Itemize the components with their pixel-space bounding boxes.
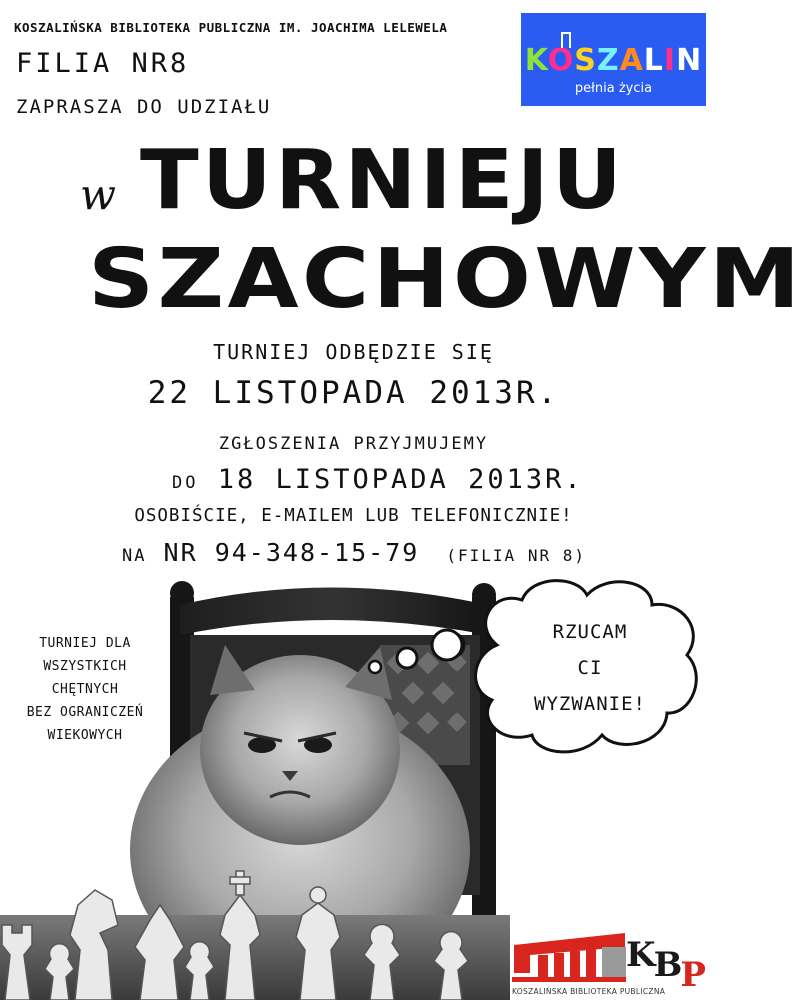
kbp-letter: B — [653, 945, 681, 985]
phone-number: NR 94-348-15-79 — [163, 538, 420, 567]
thought-dots — [355, 625, 465, 675]
side-note — [0, 632, 170, 747]
library-logo-caption: KOSZALIŃSKA BIBLIOTEKA PUBLICZNA — [512, 987, 666, 996]
registration-intro: ZGŁOSZENIA PRZYJMUJEMY — [218, 434, 489, 454]
event-date: 22 LISTOPADA 2013R. — [147, 375, 560, 411]
logo-letter: K — [524, 43, 548, 78]
kbp-letters — [626, 935, 704, 995]
logo-letter: S — [574, 43, 597, 78]
bubble-line: CI — [577, 657, 603, 679]
logo-letter: L — [643, 43, 664, 78]
bubble-line: RZUCAM — [552, 621, 628, 643]
kbp-letter: P — [680, 955, 704, 995]
side-note-line: CHĘTNYCH — [51, 682, 119, 697]
logo-letter: A — [619, 43, 644, 78]
koszalin-logo — [521, 13, 706, 106]
logo-letter: O — [547, 43, 575, 78]
logo-letter: I — [663, 43, 677, 78]
organization-header: KOSZALIŃSKA BIBLIOTEKA PUBLICZNA IM. JOACHIMA LELEWELA — [14, 20, 448, 35]
phone-line — [122, 538, 586, 567]
phone-prefix: NA — [122, 546, 147, 566]
title-line-1: TURNIEJU — [140, 133, 626, 228]
koszalin-wordmark — [521, 43, 706, 78]
bubble-line: WYZWANIE! — [534, 693, 646, 715]
bubble-text — [490, 614, 690, 722]
deadline-date: 18 LISTOPADA 2013R. — [217, 464, 584, 495]
registration-deadline — [172, 464, 584, 495]
library-building-icon — [512, 933, 626, 982]
title-prefix: w — [80, 170, 116, 219]
logo-letter: Z — [596, 43, 620, 78]
logo-tagline: pełnia życia — [574, 81, 653, 96]
phone-note: (FILIA NR 8) — [446, 546, 586, 565]
tower-icon — [561, 32, 571, 48]
logo-letter: N — [676, 43, 703, 78]
side-note-line: TURNIEJ DLA — [39, 636, 131, 651]
kbp-letter: K — [626, 935, 654, 975]
deadline-prefix: DO — [172, 473, 199, 493]
invite-text: ZAPRASZA DO UDZIAŁU — [16, 96, 272, 118]
title-line-2: SZACHOWYM — [88, 232, 804, 327]
side-note-line: WSZYSTKICH — [43, 659, 127, 674]
branch-name: FILIA NR8 — [16, 48, 190, 79]
side-note-line: BEZ OGRANICZEŃ — [26, 705, 144, 720]
registration-methods: OSOBIŚCIE, E-MAILEM LUB TELEFONICZNIE! — [134, 506, 573, 526]
side-note-line: WIEKOWYCH — [47, 728, 123, 743]
event-intro: TURNIEJ ODBĘDZIE SIĘ — [213, 340, 494, 364]
